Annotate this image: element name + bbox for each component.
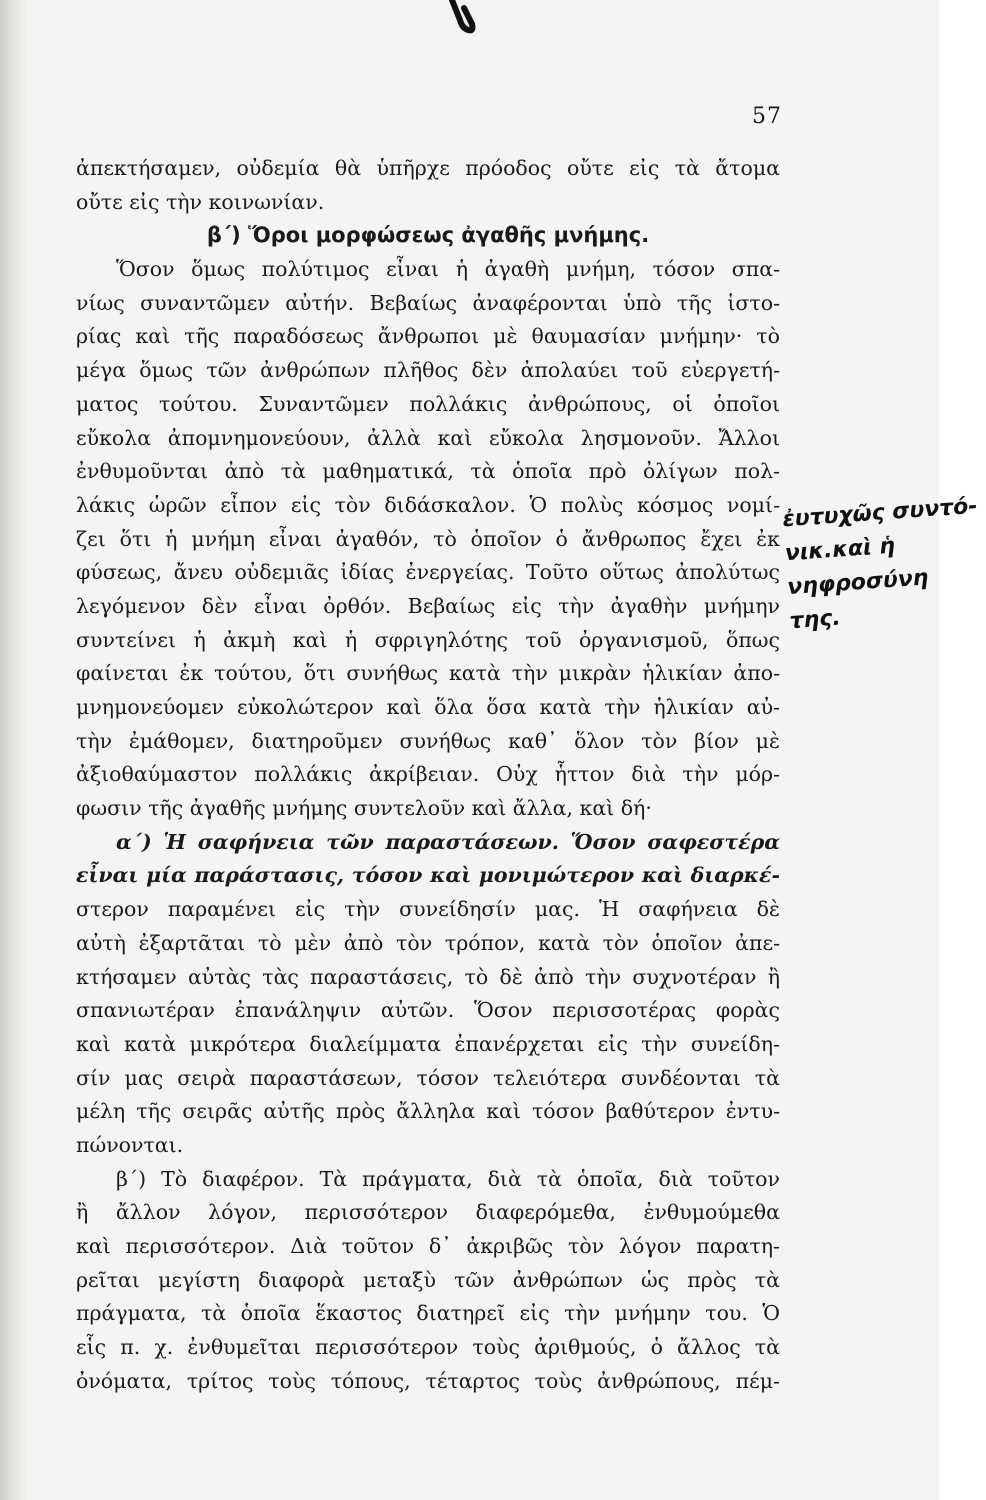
- text-line: ζει ὅτι ἡ μνήμη εἶναι ἀγαθόν, τὸ ὁποῖον ὁ ἄνθρωπος ἔχει ἐκ: [76, 526, 780, 551]
- text-line: φωσιν τῆς ἀγαθῆς μνήμης συντελοῦν καὶ ἄλλα, καὶ δή·: [76, 796, 652, 821]
- text-line: ὀνόματα, τρίτος τοὺς τόπους, τέταρτος τοὺς ἀνθρώπους, πέμ-: [76, 1368, 780, 1393]
- note-line: ἐυτυχῶς συντό-: [781, 493, 979, 533]
- text-line: ἀξιοθαύμαστον πολλάκις ἀκρίβειαν. Οὐχ ἧττον διὰ τὴν μόρ-: [76, 762, 780, 787]
- text-line: Ὅσον ὅμως πολύτιμος εἶναι ἡ ἀγαθὴ μνήμη, τόσον σπα-: [116, 257, 780, 282]
- text-line: συντείνει ἡ ἀκμὴ καὶ ἡ σφριγηλότης τοῦ ὀργανισμοῦ, ὅπως: [76, 627, 780, 652]
- text-line: φύσεως, ἄνευ οὐδεμιᾶς ἰδίας ἐνεργείας. Τοῦτο οὕτως ἀπολύτως: [76, 560, 780, 585]
- text-line: μνημονεύομεν εὐκολώτερον καὶ ὅλα ὅσα κατὰ τὴν ἡλικίαν αὐ-: [76, 695, 780, 719]
- text-line: πράγματα, τὰ ὁποῖα ἕκαστος διατηρεῖ εἰς τὴν μνήμην του. Ὁ: [76, 1301, 780, 1326]
- page-number: 57: [752, 104, 782, 129]
- note-line: της.: [788, 605, 842, 635]
- text-line: φαίνεται ἐκ τούτου, ὅτι συνήθως κατὰ τὴν μικρὰν ἡλικίαν ἀπο-: [76, 661, 780, 686]
- handwritten-margin-note: [781, 493, 979, 639]
- text-line: ἐνθυμοῦνται ἀπὸ τὰ μαθηματικά, τὰ ὁποῖα πρὸ ὀλίγων πολ-: [76, 459, 780, 484]
- text-line: πώνονται.: [76, 1132, 184, 1157]
- body-text: [76, 152, 780, 1398]
- text-line: καὶ κατὰ μικρότερα διαλείμματα ἐπανέρχεται εἰς τὴν συνείδη-: [76, 1031, 780, 1056]
- text-line: ἀπεκτήσαμεν, οὐδεμία θὰ ὑπῆρχε πρόοδος οὔτε εἰς τὰ ἄτομα: [76, 156, 780, 180]
- text-line: καὶ περισσότερον. Διὰ τοῦτον δ᾽ ἀκριβῶς τὸν λόγον παρατη-: [76, 1234, 780, 1258]
- subsection-line: α΄) Ἡ σαφήνεια τῶν παραστάσεων. Ὅσον σαφεστέρα: [116, 829, 780, 854]
- text-line: τὴν ἐμάθομεν, διατηροῦμεν συνήθως καθ᾽ ὅλον τὸν βίον μὲ: [76, 728, 780, 753]
- text-line: μέλη τῆς σειρᾶς αὐτῆς πρὸς ἄλληλα καὶ τόσον βαθύτερον ἐντυ-: [76, 1099, 780, 1124]
- section-heading: β΄) Ὅροι μορφώσεως ἀγαθῆς μνήμης.: [206, 223, 650, 248]
- text-line: λεγόμενον δὲν εἶναι ὀρθόν. Βεβαίως εἰς τὴν ἀγαθὴν μνήμην: [76, 593, 780, 618]
- text-line: στερον παραμένει εἰς τὴν συνείδησίν μας. Ἡ σαφήνεια δὲ: [76, 897, 780, 922]
- text-line: ματος τούτου. Συναντῶμεν πολλάκις ἀνθρώπους, οἱ ὁποῖοι: [76, 391, 780, 416]
- page-edge-shadow: [0, 0, 28, 1500]
- subsection-line: β΄) Τὸ διαφέρον. Τὰ πράγματα, διὰ τὰ ὁποῖα, διὰ τοῦτον: [116, 1166, 780, 1191]
- text-line: εἶναι μία παράστασις, τόσον καὶ μονιμώτερον καὶ διαρκέ-: [76, 863, 780, 888]
- text-line: μέγα ὅμως τῶν ἀνθρώπων πλῆθος δὲν ἀπολαύει τοῦ εὐεργετή-: [76, 358, 780, 383]
- text-line: σπανιωτέραν ἐπανάληψιν αὐτῶν. Ὅσον περισσοτέρας φορὰς: [76, 998, 780, 1023]
- text-line: σίν μας σειρὰ παραστάσεων, τόσον τελειότερα συνδέονται τὰ: [76, 1065, 780, 1090]
- text-line: εὔκολα ἀπομνημονεύουν, ἀλλὰ καὶ εὔκολα λησμονοῦν. Ἄλλοι: [76, 425, 780, 450]
- text-line: ρεῖται μεγίστη διαφορὰ μεταξὺ τῶν ἀνθρώπων ὡς πρὸς τὰ: [76, 1267, 780, 1292]
- text-line: αὐτὴ ἐξαρτᾶται τὸ μὲν ἀπὸ τὸν τρόπον, κατὰ τὸν ὁποῖον ἀπε-: [76, 930, 780, 955]
- text-line: ἢ ἄλλον λόγον, περισσότερον διαφερόμεθα, ἐνθυμούμεθα: [76, 1200, 780, 1225]
- note-line: νικ.καὶ ἡ: [784, 533, 896, 567]
- text-line: οὔτε εἰς τὴν κοινωνίαν.: [76, 189, 325, 214]
- ink-stroke-mark: [428, 0, 488, 50]
- text-line: λάκις ὡρῶν εἶπον εἰς τὸν διδάσκαλον. Ὁ πολὺς κόσμος νομί-: [76, 492, 780, 517]
- text-line: ρίας καὶ τῆς παραδόσεως ἄνθρωποι μὲ θαυμασίαν μνήμην· τὸ: [76, 324, 780, 349]
- text-line: εἷς π. χ. ἐνθυμεῖται περισσότερον τοὺς ἀριθμούς, ὁ ἄλλος τὰ: [76, 1335, 780, 1360]
- note-line: νηφροσύνη: [786, 565, 930, 601]
- text-line: νίως συναντῶμεν αὐτήν. Βεβαίως ἀναφέρονται ὑπὸ τῆς ἱστο-: [76, 290, 780, 315]
- text-line: κτήσαμεν αὐτὰς τὰς παραστάσεις, τὸ δὲ ἀπὸ τὴν συχνοτέραν ἢ: [76, 964, 780, 989]
